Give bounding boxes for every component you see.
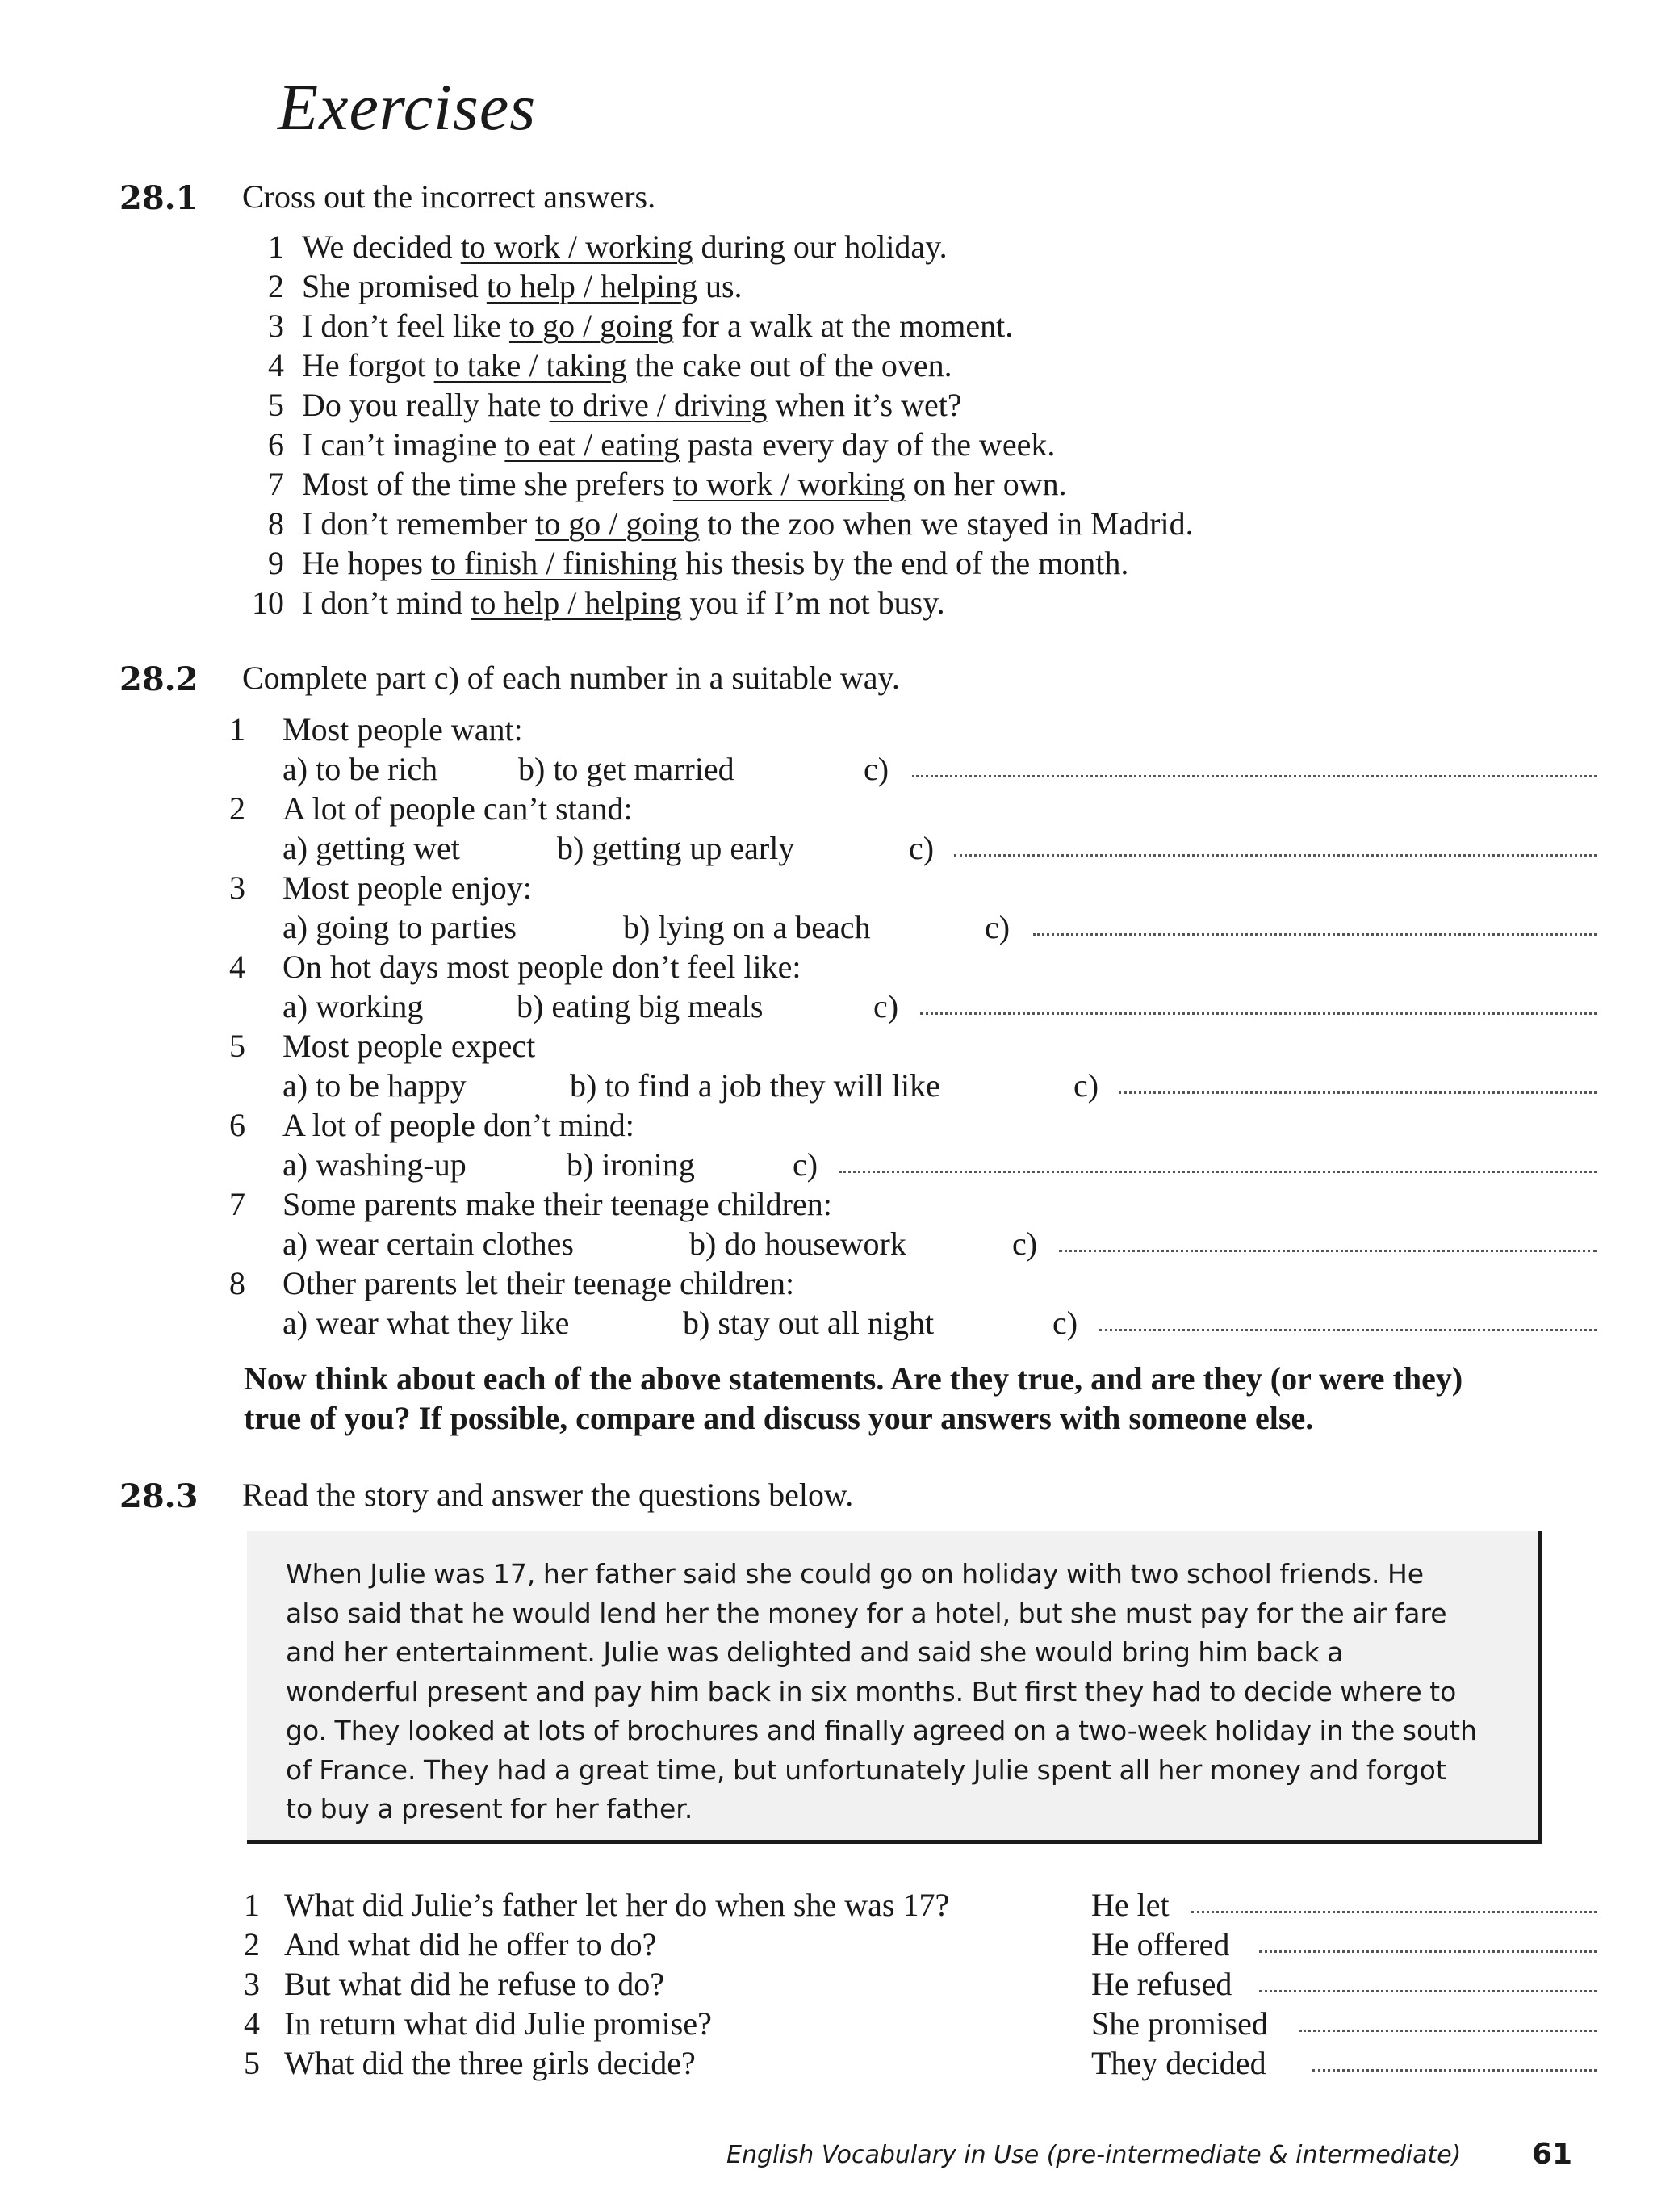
option-c-label: c) bbox=[1012, 1225, 1038, 1262]
answer-line[interactable] bbox=[1299, 2030, 1597, 2032]
item-text: during our holiday. bbox=[693, 228, 948, 265]
item-text: She promised bbox=[302, 268, 487, 304]
item-text: on her own. bbox=[905, 466, 1067, 502]
item-stem: A lot of people don’t mind: bbox=[282, 1107, 634, 1143]
item-choice[interactable]: to eat / eating bbox=[504, 426, 680, 463]
option-a: a) getting wet bbox=[282, 830, 460, 866]
question-text: And what did he offer to do? bbox=[284, 1926, 657, 1963]
option-a: a) wear certain clothes bbox=[282, 1225, 574, 1262]
option-b: b) getting up early bbox=[557, 830, 795, 866]
item-stem: Most people expect bbox=[282, 1028, 536, 1064]
option-b: b) to find a job they will like bbox=[570, 1067, 940, 1104]
item-number: 2 bbox=[268, 268, 284, 304]
question-text: In return what did Julie promise? bbox=[284, 2005, 712, 2042]
item-text: for a walk at the moment. bbox=[673, 308, 1014, 344]
item-number: 1 bbox=[268, 228, 284, 265]
answer-start: She promised bbox=[1091, 2005, 1268, 2042]
item-number: 8 bbox=[268, 505, 284, 542]
option-b: b) to get married bbox=[518, 751, 734, 787]
item-choice[interactable]: to take / taking bbox=[433, 347, 627, 383]
exercise-3-number: 28.3 bbox=[119, 1477, 199, 1515]
item-text: Most of the time she prefers bbox=[302, 466, 673, 502]
item-choice[interactable]: to drive / driving bbox=[549, 387, 768, 423]
item-number: 1 bbox=[229, 711, 245, 748]
option-b: b) stay out all night bbox=[683, 1305, 935, 1341]
item-number: 4 bbox=[268, 347, 284, 383]
item-stem: Most people enjoy: bbox=[282, 869, 532, 906]
option-b: b) eating big meals bbox=[517, 988, 764, 1024]
question-number: 5 bbox=[244, 2045, 260, 2081]
question-number: 2 bbox=[244, 1926, 260, 1963]
option-a: a) to be happy bbox=[282, 1067, 467, 1104]
footer-book-title: English Vocabulary in Use (pre-intermediate & intermediate) bbox=[726, 2141, 1462, 2169]
answer-line[interactable] bbox=[1099, 1329, 1597, 1331]
item-stem: Most people want: bbox=[282, 711, 523, 748]
answer-line[interactable] bbox=[954, 854, 1597, 857]
answer-start: He offered bbox=[1091, 1926, 1230, 1963]
exercise-1-instruction: Cross out the incorrect answers. bbox=[242, 178, 656, 215]
item-text: Do you really hate bbox=[302, 387, 550, 423]
item-stem: On hot days most people don’t feel like: bbox=[282, 949, 801, 985]
item-text: when it’s wet? bbox=[767, 387, 962, 423]
item-choice[interactable]: to work / working bbox=[460, 228, 693, 265]
question-text: What did the three girls decide? bbox=[284, 2045, 696, 2081]
item-choice[interactable]: to help / helping bbox=[471, 584, 682, 621]
item-text: I don’t mind bbox=[302, 584, 471, 621]
story-text: When Julie was 17, her father said she could go on holiday with two school friends. He also said that he would lend her the money for a hotel, but she must pay for the air fare and her entertainment. Julie was delighted and said she would bring him back a wonderful present and pay him back in six months. But first they had to decide where to go. They looked at lots of brochures and finally agreed on a two-week holiday in the south of France. They had a great time, but unfortunately Julie spent all her money and forgot to buy a present for her father. bbox=[286, 1558, 1477, 1824]
exercise-1-number: 28.1 bbox=[119, 179, 199, 217]
answer-line[interactable] bbox=[920, 1012, 1597, 1015]
answer-line[interactable] bbox=[839, 1171, 1597, 1173]
item-text: We decided bbox=[302, 228, 461, 265]
item-number: 7 bbox=[268, 466, 284, 502]
item-number: 3 bbox=[229, 869, 245, 906]
answer-line[interactable] bbox=[912, 775, 1597, 777]
option-c-label: c) bbox=[1052, 1305, 1078, 1341]
item-choice[interactable]: to go / going bbox=[535, 505, 700, 542]
item-number: 7 bbox=[229, 1186, 245, 1222]
option-b: b) ironing bbox=[567, 1146, 695, 1183]
item-text: you if I’m not busy. bbox=[681, 584, 945, 621]
item-text: us. bbox=[697, 268, 743, 304]
question-text: What did Julie’s father let her do when she was 17? bbox=[284, 1887, 950, 1923]
item-stem: A lot of people can’t stand: bbox=[282, 790, 633, 827]
option-c-label: c) bbox=[873, 988, 899, 1024]
item-text: He hopes bbox=[302, 545, 431, 581]
item-number: 9 bbox=[268, 545, 284, 581]
option-c-label: c) bbox=[793, 1146, 818, 1183]
option-a: a) working bbox=[282, 988, 424, 1024]
item-number: 3 bbox=[268, 308, 284, 344]
item-number: 5 bbox=[268, 387, 284, 423]
option-b: b) lying on a beach bbox=[623, 909, 871, 945]
answer-start: They decided bbox=[1091, 2045, 1266, 2081]
option-a: a) going to parties bbox=[282, 909, 517, 945]
question-number: 4 bbox=[244, 2005, 260, 2042]
option-a: a) to be rich bbox=[282, 751, 438, 787]
option-a: a) wear what they like bbox=[282, 1305, 570, 1341]
item-text: the cake out of the oven. bbox=[626, 347, 952, 383]
item-stem: Some parents make their teenage children: bbox=[282, 1186, 832, 1222]
answer-line[interactable] bbox=[1033, 933, 1597, 936]
item-number: 4 bbox=[229, 949, 245, 985]
item-text: He forgot bbox=[302, 347, 434, 383]
item-text: I don’t remember bbox=[302, 505, 536, 542]
option-b: b) do housework bbox=[689, 1225, 906, 1262]
option-c-label: c) bbox=[985, 909, 1011, 945]
question-number: 3 bbox=[244, 1966, 260, 2002]
exercise-2-follow-up: true of you? If possible, compare and discuss your answers with someone else. bbox=[244, 1400, 1314, 1436]
option-a: a) washing-up bbox=[282, 1146, 467, 1183]
item-number: 10 bbox=[252, 584, 284, 621]
page-title: Exercises bbox=[278, 70, 537, 144]
item-text: I don’t feel like bbox=[302, 308, 509, 344]
answer-line[interactable] bbox=[1312, 2069, 1597, 2072]
item-number: 5 bbox=[229, 1028, 245, 1064]
item-choice[interactable]: to go / going bbox=[508, 308, 674, 344]
item-choice[interactable]: to work / working bbox=[672, 466, 906, 502]
exercise-2-number: 28.2 bbox=[119, 660, 199, 698]
page-number: 61 bbox=[1532, 2138, 1573, 2171]
question-text: But what did he refuse to do? bbox=[284, 1966, 664, 2002]
answer-line[interactable] bbox=[1191, 1911, 1597, 1913]
item-choice[interactable]: to help / helping bbox=[486, 268, 697, 304]
answer-start: He let bbox=[1091, 1887, 1170, 1923]
answer-line[interactable] bbox=[1059, 1250, 1597, 1252]
option-c-label: c) bbox=[864, 751, 889, 787]
item-text: I can’t imagine bbox=[302, 426, 505, 463]
option-c-label: c) bbox=[1073, 1067, 1099, 1104]
answer-line[interactable] bbox=[1119, 1091, 1597, 1094]
story-box bbox=[247, 1531, 1542, 1844]
exercise-3-instruction: Read the story and answer the questions below. bbox=[242, 1477, 854, 1513]
answer-line[interactable] bbox=[1259, 1990, 1597, 1992]
exercise-2-follow-up: Now think about each of the above statements. Are they true, and are they (or were they) bbox=[244, 1360, 1463, 1397]
option-c-label: c) bbox=[909, 830, 935, 866]
item-number: 6 bbox=[229, 1107, 245, 1143]
item-choice[interactable]: to finish / finishing bbox=[430, 545, 678, 581]
item-number: 2 bbox=[229, 790, 245, 827]
exercise-2-instruction: Complete part c) of each number in a suitable way. bbox=[242, 660, 900, 696]
item-text: to the zoo when we stayed in Madrid. bbox=[699, 505, 1194, 542]
item-stem: Other parents let their teenage children: bbox=[282, 1265, 795, 1301]
question-number: 1 bbox=[244, 1887, 260, 1923]
item-text: his thesis by the end of the month. bbox=[677, 545, 1129, 581]
item-number: 6 bbox=[268, 426, 284, 463]
answer-line[interactable] bbox=[1259, 1950, 1597, 1953]
item-number: 8 bbox=[229, 1265, 245, 1301]
answer-start: He refused bbox=[1091, 1966, 1232, 2002]
item-text: pasta every day of the week. bbox=[679, 426, 1056, 463]
